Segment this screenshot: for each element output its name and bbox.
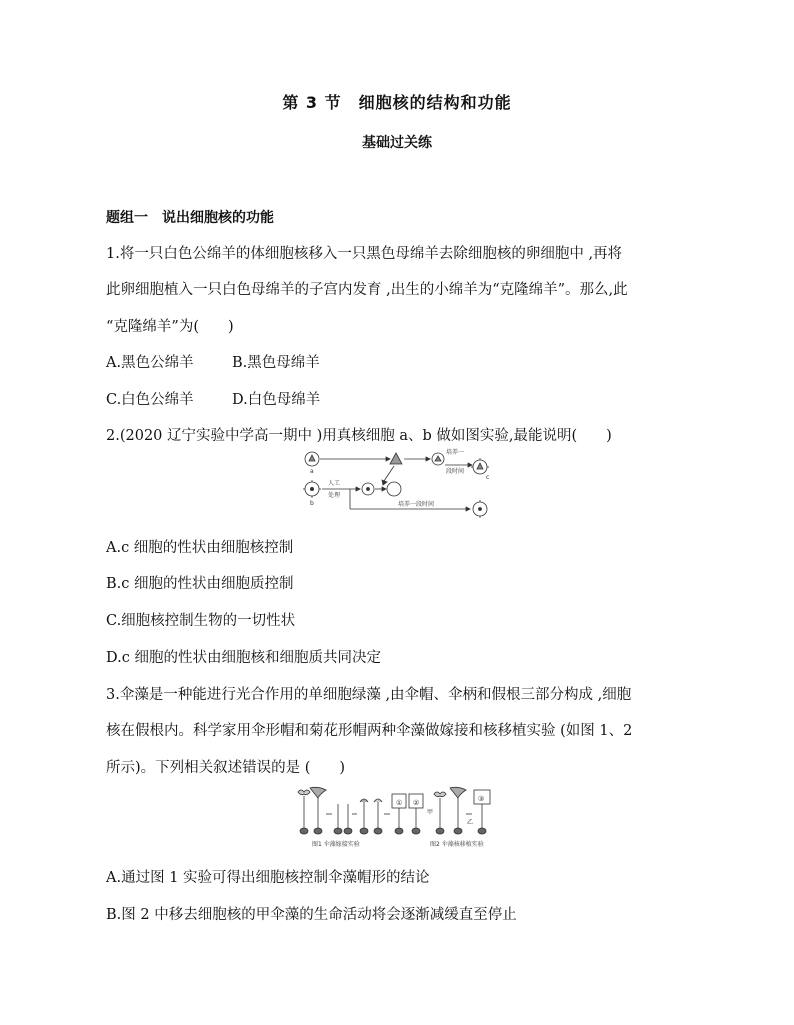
q1-option-c: C.白色公绵羊 (106, 392, 194, 408)
label-process-1: 人工 (328, 480, 341, 487)
box-2-label: ② (413, 799, 420, 807)
q1-line-2: 此卵细胞植入一只白色母绵羊的子宫内发育 ,出生的小绵羊为“克隆绵羊”。那么,此 (106, 282, 628, 298)
q1-option-d: D.白色母绵羊 (232, 392, 321, 408)
umbrella-cap (310, 787, 326, 798)
q3-line-2: 核在假根内。科学家用伞形帽和菊花形帽两种伞藻做嫁接和核移植实验 (如图 1、2 (106, 723, 633, 739)
caption-fig2: 图2 伞藻核移植实验 (430, 841, 484, 848)
q1-line-3: “克隆绵羊”为( ) (106, 319, 234, 335)
label-culture-long: 培养一段时间 (398, 501, 435, 508)
label-c: c (486, 474, 490, 481)
enucleated-cell (387, 482, 401, 496)
box-3-label: ③ (478, 795, 485, 803)
section-subtitle: 基础过关练 (362, 135, 432, 151)
q3-line-3: 所示)。下列相关叙述错误的是 ( ) (106, 760, 346, 776)
q1-line-1: 1.将一只白色公绵羊的体细胞核移入一只黑色母绵羊去除细胞核的卵细胞中 ,再将 (106, 246, 623, 262)
label-culture-2: 段时间 (446, 468, 465, 475)
q1-option-a: A.黑色公绵羊 (106, 355, 194, 371)
q3-experiment-figure (290, 784, 510, 852)
q2-line-1: 2.(2020 辽宁实验中学高一期中 )用真核细胞 a、b 做如图实验,最能说明( ) (106, 428, 612, 444)
q3-line-1: 3.伞藻是一种能进行光合作用的单细胞绿藻 ,由伞帽、伞柄和假根三部分构成 ,细胞 (106, 687, 632, 703)
caption-fig1: 图1 伞藻嫁接实验 (312, 841, 360, 848)
label-yi: 乙 (467, 819, 474, 826)
q3-option-b: B.图 2 中移去细胞核的甲伞藻的生命活动将会逐渐减缓直至停止 (106, 907, 517, 923)
q2-option-c: C.细胞核控制生物的一切性状 (106, 613, 296, 629)
group-heading: 题组一 说出细胞核的功能 (106, 210, 274, 226)
label-b: b (310, 500, 314, 507)
q2-option-a: A.c 细胞的性状由细胞核控制 (106, 540, 294, 556)
label-a: a (310, 468, 314, 475)
q2-option-d: D.c 细胞的性状由细胞核和细胞质共同决定 (106, 650, 381, 666)
section-title: 第 3 节 细胞核的结构和功能 (282, 93, 512, 112)
q3-option-a: A.通过图 1 实验可得出细胞核控制伞藻帽形的结论 (106, 870, 430, 886)
q2-option-b: B.c 细胞的性状由细胞质控制 (106, 576, 294, 592)
q2-experiment-figure (298, 447, 508, 525)
cell-a-nucleus (309, 455, 315, 461)
flower-cap (298, 790, 310, 795)
label-jia: 甲 (427, 809, 434, 816)
box-1-label: ① (396, 799, 403, 807)
q1-option-b: B.黑色母绵羊 (232, 355, 320, 371)
extracted-nucleus (390, 453, 402, 464)
label-process-2: 处理 (328, 492, 341, 499)
label-culture-1: 培养一 (446, 449, 465, 456)
